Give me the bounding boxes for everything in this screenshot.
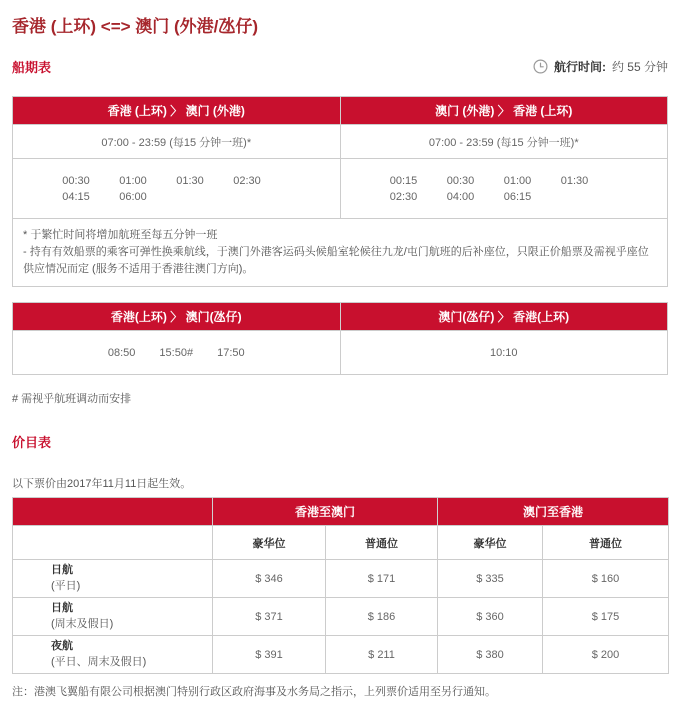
class-header-super: 豪华位 — [213, 526, 326, 560]
departure-time: 06:00 — [119, 190, 147, 203]
taipa-sailings-hk-to-macau — [13, 331, 341, 375]
fare-price: $ 360 — [438, 598, 543, 636]
departure-time: 02:30 — [389, 190, 418, 203]
fare-row-subtitle: (平日) — [51, 579, 81, 592]
schedule-section-header — [12, 57, 668, 76]
departure-time: 04:15 — [62, 190, 90, 203]
fare-footer-note: 注：港澳飞翼船有限公司根据澳门特别行政区政府海事及水务局之指示，上列票价适用至另行通知。 — [12, 686, 496, 699]
fare-effective-note: 以下票价由2017年11月11日起生效。 — [12, 478, 192, 491]
night-sailings-row — [13, 159, 668, 219]
taipa-sailings-macau-to-hk — [340, 331, 668, 375]
col-header-macau-outer-to-hk: 澳门 (外港) 〉 香港 (上环) — [340, 97, 668, 125]
fare-class-empty-cell — [13, 526, 213, 560]
table-header-row — [13, 303, 668, 331]
fare-row-day-weekend — [13, 598, 669, 636]
departure-time: 02:30 — [233, 174, 261, 187]
fare-class-header-row — [13, 526, 669, 560]
departure-time: 10:10 — [489, 346, 518, 359]
col-header-hk-to-taipa: 香港(上环) 〉 澳门(氹仔) — [13, 303, 341, 331]
fare-row-title: 日航 — [51, 564, 73, 577]
class-header-economy: 普通位 — [326, 526, 438, 560]
note-peak-frequency: * 于繁忙时间将增加航班至每五分钟一班 — [23, 229, 218, 241]
col-header-taipa-to-hk: 澳门(氹仔) 〉 香港(上环) — [340, 303, 668, 331]
taipa-sailings-row — [13, 331, 668, 375]
departure-times-grid — [108, 347, 245, 359]
fare-row-title: 日航 — [51, 602, 73, 615]
fare-header-empty-cell — [13, 498, 213, 526]
journey-time-label: 航行时间: — [553, 60, 606, 74]
night-sailings-hk-to-macau — [13, 159, 341, 219]
departure-time: 06:15 — [503, 190, 532, 203]
fare-price: $ 175 — [543, 598, 669, 636]
fare-heading: 价目表 — [12, 435, 52, 451]
departure-time: 08:50 — [107, 346, 136, 359]
departure-times-grid — [390, 175, 618, 203]
direction-header-hk-to-macau: 香港至澳门 — [213, 498, 438, 526]
departure-time: 01:30 — [176, 174, 204, 187]
fare-row-subtitle: (平日、周末及假日) — [51, 655, 147, 668]
clock-icon — [533, 59, 548, 74]
table-header-row — [13, 97, 668, 125]
fare-price: $ 171 — [326, 560, 438, 598]
fare-row-label — [13, 636, 213, 674]
fare-price: $ 391 — [213, 636, 326, 674]
departure-time: 01:30 — [560, 174, 589, 187]
direction-header-macau-to-hk: 澳门至香港 — [438, 498, 669, 526]
fare-price: $ 200 — [543, 636, 669, 674]
class-header-economy: 普通位 — [543, 526, 669, 560]
outer-harbour-schedule-table — [12, 96, 668, 287]
fare-price: $ 335 — [438, 560, 543, 598]
class-header-super: 豪华位 — [438, 526, 543, 560]
fare-row-label — [13, 598, 213, 636]
night-sailings-macau-to-hk — [340, 159, 668, 219]
note-flexible-transfer: - 持有有效船票的乘客可弹性换乘航线，于澳门外港客运码头候船室轮候往九龙/屯门航班的后补座位，只限正价船票及需视乎座位供应情况而定 (服务不适用于香港往澳门方向)。 — [23, 246, 649, 276]
schedule-notes — [13, 219, 668, 287]
page-title: 香港 (上环) <=> 澳门 (外港/氹仔) — [12, 17, 259, 36]
fare-table — [12, 497, 669, 674]
departure-time: 01:00 — [503, 174, 532, 187]
fare-row-day-weekday — [13, 560, 669, 598]
fare-price: $ 211 — [326, 636, 438, 674]
departure-time: 00:30 — [446, 174, 475, 187]
col-header-hk-to-macau-outer: 香港 (上环) 〉 澳门 (外港) — [13, 97, 341, 125]
fare-price: $ 186 — [326, 598, 438, 636]
journey-time — [533, 58, 668, 75]
taipa-schedule-table — [12, 302, 668, 375]
fare-price: $ 371 — [213, 598, 326, 636]
frequency-hk-to-macau: 07:00 - 23:59 (每15 分钟一班)* — [13, 125, 341, 159]
departure-times-grid — [62, 175, 290, 203]
fare-row-title: 夜航 — [51, 640, 73, 653]
fare-row-subtitle: (周末及假日) — [51, 617, 114, 630]
departure-time: 01:00 — [119, 174, 147, 187]
fare-price: $ 160 — [543, 560, 669, 598]
frequency-macau-to-hk: 07:00 - 23:59 (每15 分钟一班)* — [340, 125, 668, 159]
departure-time: 17:50 — [217, 346, 245, 359]
frequency-row — [13, 125, 668, 159]
fare-price: $ 380 — [438, 636, 543, 674]
fare-direction-header-row — [13, 498, 669, 526]
journey-time-value: 约 55 分钟 — [611, 60, 668, 74]
departure-time: 04:00 — [446, 190, 475, 203]
fare-row-label — [13, 560, 213, 598]
taipa-note: # 需视乎航班调动而安排 — [12, 393, 132, 406]
departure-time: 00:30 — [62, 174, 90, 187]
departure-time: 15:50# — [159, 346, 194, 359]
fare-price: $ 346 — [213, 560, 326, 598]
departure-time: 00:15 — [389, 174, 418, 187]
fare-row-night — [13, 636, 669, 674]
table-notes-row — [13, 219, 668, 287]
schedule-heading: 船期表 — [12, 60, 52, 75]
